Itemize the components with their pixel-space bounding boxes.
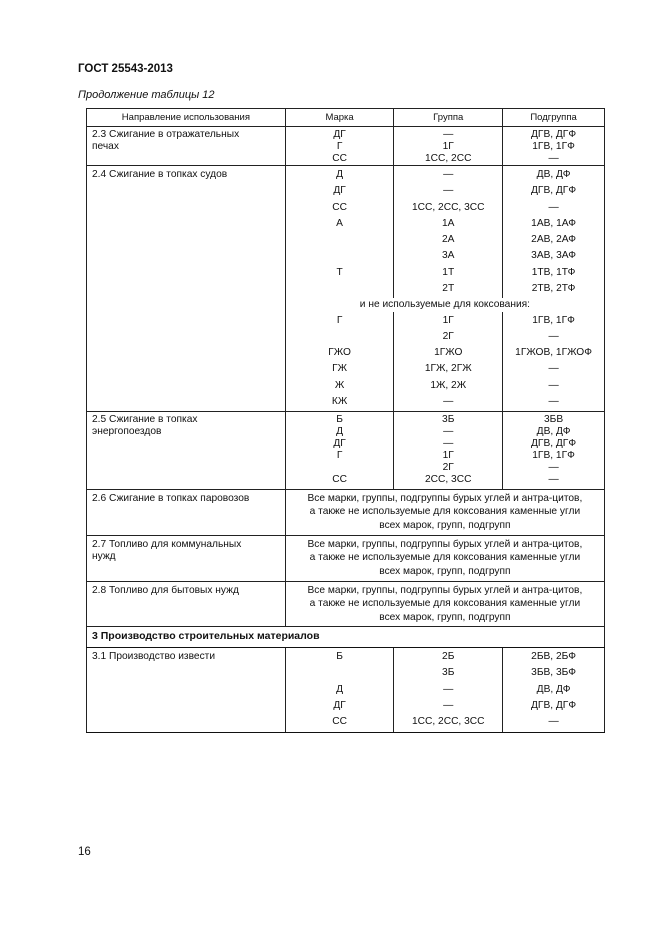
merged-description-cell <box>285 582 604 627</box>
subgroup-value: 1АВ, 1АФ <box>531 217 576 229</box>
mark-value: Б <box>336 651 343 662</box>
table-row-3-1 <box>87 648 605 733</box>
direction-text: 2.3 Сжигание в отражательных <box>92 129 240 140</box>
group-value: 1Г <box>442 450 454 461</box>
subgroup-cell <box>503 127 605 166</box>
subgroup-value: ДВ, ДФ <box>536 683 571 695</box>
group-value: 2СС, 3СС <box>425 474 472 485</box>
subgroup-value: — <box>548 395 559 407</box>
subgroup-value: ДВ, ДФ <box>536 426 571 437</box>
subgroup-value: 1ГЖОВ, 1ГЖОФ <box>515 347 592 359</box>
table-row-2-8 <box>87 582 605 627</box>
table-header-row <box>87 109 605 127</box>
group-value: 1А <box>442 217 455 229</box>
subgroup-cell <box>503 412 605 490</box>
description-line: всех марок, групп, подгрупп <box>379 519 511 531</box>
group-cell <box>394 127 503 166</box>
subgroup-cell <box>503 166 605 298</box>
subgroup-value: ДГВ, ДГФ <box>531 129 577 140</box>
mark-value: А <box>336 217 343 229</box>
description-line: а также не используемые для коксования каменные угли <box>309 552 581 564</box>
direction-text: 2.8 Топливо для бытовых нужд <box>92 585 239 596</box>
group-cell <box>394 648 503 733</box>
group-value: — <box>443 699 454 711</box>
column-header-subgroup: Подгруппа <box>503 109 605 127</box>
subgroup-value: — <box>548 462 559 473</box>
mark-value: СС <box>332 153 347 164</box>
subgroup-value: ДГВ, ДГФ <box>531 438 577 449</box>
group-value: — <box>443 129 454 140</box>
direction-text: нужд <box>92 551 116 562</box>
page-number: 16 <box>78 846 91 858</box>
direction-cell <box>87 536 286 582</box>
mark-value: Г <box>336 141 343 152</box>
table-row-2-6 <box>87 490 605 536</box>
direction-text: 3.1 Производство извести <box>92 651 216 662</box>
mark-cell <box>285 648 394 733</box>
group-value: — <box>443 438 454 449</box>
group-cell <box>394 312 503 412</box>
table-row-2-5 <box>87 412 605 490</box>
group-value: 2Г <box>442 330 454 342</box>
description-line: а также не используемые для коксования каменные угли <box>309 598 581 610</box>
subgroup-value: 2ТВ, 2ТФ <box>531 283 576 295</box>
subgroup-value: 2БВ, 2БФ <box>531 651 576 662</box>
table-row-2-4 <box>87 166 605 298</box>
direction-cell <box>87 127 286 166</box>
direction-text: печах <box>92 141 119 152</box>
mark-value: Б <box>336 414 343 425</box>
mark-value: Д <box>336 426 344 437</box>
group-value: 1Ж, 2Ж <box>430 379 467 391</box>
merged-description-cell <box>285 536 604 582</box>
description-line: Все марки, группы, подгруппы бурых углей и антра-цитов, <box>307 585 583 596</box>
group-value: 2Т <box>442 283 455 295</box>
column-header-direction: Направление использования <box>87 109 286 127</box>
group-value: 1ГЖО <box>434 347 463 359</box>
description-line: всех марок, групп, подгрупп <box>379 611 511 623</box>
group-value: 2Б <box>442 651 455 662</box>
group-cell <box>394 166 503 298</box>
note-text: и не используемые для коксования: <box>359 298 531 310</box>
description-line: а также не используемые для коксования каменные угли <box>309 506 581 518</box>
group-value: — <box>443 683 454 695</box>
subgroup-value: — <box>548 379 559 391</box>
subgroup-value: — <box>548 153 559 164</box>
mark-value: СС <box>332 201 347 213</box>
group-value: 1СС, 2СС, 3СС <box>412 716 485 728</box>
table-row-2-3 <box>87 127 605 166</box>
group-value: — <box>443 395 454 407</box>
subgroup-value: ДВ, ДФ <box>536 169 571 180</box>
mark-value: Г <box>336 450 343 461</box>
group-value: — <box>443 426 454 437</box>
mark-value: ДГ <box>333 129 346 140</box>
subgroup-cell <box>503 312 605 412</box>
group-value: — <box>443 169 454 180</box>
subgroup-value: — <box>548 716 559 728</box>
mark-cell <box>285 166 394 298</box>
subgroup-value: — <box>548 201 559 213</box>
mark-value: КЖ <box>331 395 348 407</box>
table-row-2-7 <box>87 536 605 582</box>
description-line: Все марки, группы, подгруппы бурых углей и антра-цитов, <box>307 493 583 504</box>
description-line: Все марки, группы, подгруппы бурых углей и антра-цитов, <box>307 539 583 550</box>
group-value: 3А <box>442 250 455 262</box>
column-header-group: Группа <box>394 109 503 127</box>
direction-text: 2.4 Сжигание в топках судов <box>92 169 228 180</box>
group-value: 3Б <box>442 414 455 425</box>
direction-text: 2.5 Сжигание в топках <box>92 414 198 425</box>
group-value: 2Г <box>442 462 454 473</box>
direction-text: 2.6 Сжигание в топках паровозов <box>92 493 250 504</box>
section-row-3 <box>87 627 605 648</box>
group-value: — <box>443 185 454 197</box>
subgroup-value: — <box>548 474 559 485</box>
mark-value: Г <box>336 314 343 326</box>
mark-value: СС <box>332 474 347 485</box>
description-line: всех марок, групп, подгрупп <box>379 565 511 577</box>
subgroup-value: 2АВ, 2АФ <box>531 234 576 246</box>
mark-value: ГЖ <box>332 363 348 375</box>
mark-value: ГЖО <box>328 347 351 359</box>
subgroup-value: 1ГВ, 1ГФ <box>532 314 575 326</box>
direction-cell <box>87 412 286 490</box>
mark-value: ДГ <box>333 185 346 197</box>
mark-value: ДГ <box>333 699 346 711</box>
subgroup-value: — <box>548 363 559 375</box>
column-header-mark: Марка <box>285 109 394 127</box>
mark-cell <box>285 312 394 412</box>
mark-value: ДГ <box>333 438 346 449</box>
mark-cell <box>285 412 394 490</box>
table-caption: Продолжение таблицы 12 <box>78 89 215 101</box>
subgroup-value: ДГВ, ДГФ <box>531 185 577 197</box>
subgroup-value: 1ГВ, 1ГФ <box>532 141 575 152</box>
mark-value: Д <box>336 169 344 180</box>
subgroup-value: 3АВ, 3АФ <box>531 250 576 262</box>
direction-text: 2.7 Топливо для коммунальных <box>92 539 242 550</box>
subgroup-value: ДГВ, ДГФ <box>531 699 577 711</box>
mark-value: Д <box>336 683 344 695</box>
subgroup-value: 3БВ <box>543 414 564 425</box>
group-cell <box>394 412 503 490</box>
group-value: 1СС, 2СС, 3СС <box>412 201 485 213</box>
subgroup-value: 1ТВ, 1ТФ <box>531 266 576 278</box>
group-value: 1Г <box>442 314 454 326</box>
note-cell <box>285 298 604 312</box>
mark-value: СС <box>332 716 347 728</box>
direction-cell <box>87 648 286 733</box>
direction-cell <box>87 490 286 536</box>
direction-text: энергопоездов <box>92 426 162 437</box>
group-value: 1СС, 2СС <box>425 153 472 164</box>
section-title: 3 Производство строительных материалов <box>87 627 605 648</box>
group-value: 1ГЖ, 2ГЖ <box>424 363 472 375</box>
subgroup-cell <box>503 648 605 733</box>
group-value: 2А <box>442 234 455 246</box>
mark-value: Ж <box>334 379 345 391</box>
group-value: 3Б <box>442 667 455 679</box>
direction-cell <box>87 166 286 412</box>
document-header: ГОСТ 25543-2013 <box>78 63 173 75</box>
merged-description-cell <box>285 490 604 536</box>
mark-value: Т <box>336 266 343 278</box>
usage-table <box>86 108 605 733</box>
mark-cell <box>285 127 394 166</box>
subgroup-value: 1ГВ, 1ГФ <box>532 450 575 461</box>
direction-cell <box>87 582 286 627</box>
subgroup-value: 3БВ, 3БФ <box>531 667 576 679</box>
group-value: 1Г <box>442 141 454 152</box>
group-value: 1Т <box>442 266 455 278</box>
subgroup-value: — <box>548 330 559 342</box>
